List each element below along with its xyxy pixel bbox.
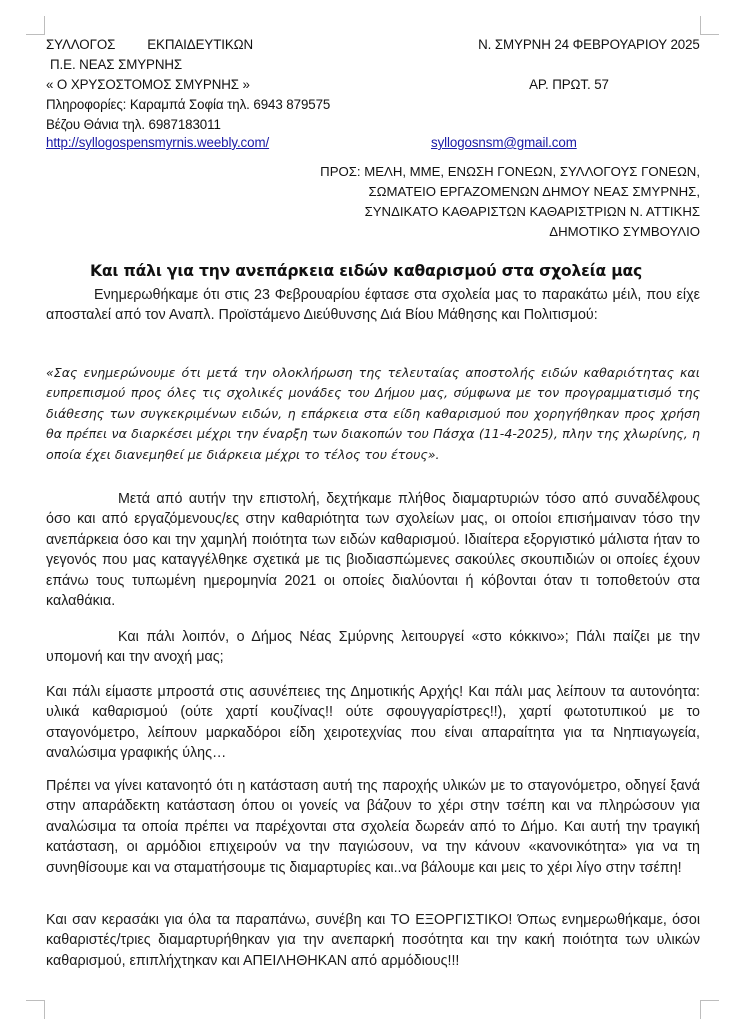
paragraph-text: Ενημερωθήκαμε ότι στις 23 Φεβρουαρίου έφτασε στα σχολεία μας το παρακάτω μέιλ, που είχε αποσταλεί από τον Αναπλ. Προϊστάμενο Διεύθυνσης Διά Βίου Μάθησης και Πολιτισμού: xyxy=(46,287,700,324)
paragraph-text: Και σαν κερασάκι για όλα τα παραπάνω, συνέβη και ΤΟ ΕΞΟΡΓΙΣΤΙΚΟ! Όπως ενημερωθήκαμε, όσοι καθαριστές/τριες διαμαρτυρήθηκαν για την ανεπαρκή ποσότητα και την κακή ποιότητα των υλικών καθαρισμού, επιπλήχτηκαν και ΑΠΕΙΛΗΘΗΚΑΝ από αρμόδιους!!! xyxy=(46,912,700,969)
paragraph-shortages xyxy=(46,682,700,764)
page-corner-mark-bottom-right xyxy=(700,1000,719,1019)
paragraph-parents xyxy=(46,776,700,878)
page-corner-mark-top-right xyxy=(700,16,719,35)
recipients-line: ΔΗΜΟΤΙΚΟ ΣΥΜΒΟΥΛΙΟ xyxy=(549,224,700,239)
email-link[interactable]: syllogosnsm@gmail.com xyxy=(431,135,577,151)
paragraph-text: Και πάλι είμαστε μπροστά στις ασυνέπειες της Δημοτικής Αρχής! Και πάλι μας λείπουν τα αυτονόητα: υλικά καθαρισμού (ούτε χαρτί κουζίνας!! ούτε σφουγγαρίστρες!!), χαρτί φωτοτυπικού με το σταγονόμετρο, λείπουν μαρκαδόροι είδη χειροτεχνίας που είναι απαραίτητα για τα Νηπιαγωγεία, αναλώσιμα γραφικής ύλης… xyxy=(46,684,700,762)
recipients-line: ΠΡΟΣ: ΜΕΛΗ, ΜΜΕ, ΕΝΩΣΗ ΓΟΝΕΩΝ, ΣΥΛΛΟΓΟΥΣ ΓΟΝΕΩΝ, xyxy=(320,164,700,179)
paragraph-text: Και πάλι λοιπόν, ο Δήμος Νέας Σμύρνης λειτουργεί «στο κόκκινο»; Πάλι παίζει με την υπομονή και την ανοχή μας; xyxy=(46,629,700,666)
org-name-part-b: ΕΚΠΑΙΔΕΥΤΙΚΩΝ xyxy=(147,37,254,53)
paragraph-text: Μετά από αυτήν την επιστολή, δεχτήκαμε πλήθος διαμαρτυριών τόσο από συναδέλφους όσο και από εργαζόμενους/ες στην καθαριότητα των σχολείων μας, οι οποίοι επισήμαιναν τόσο την ανεπάρκεια όσο και την χαμηλή ποιότητα των ειδών καθαρισμού. Ιδιαίτερα εξοργιστικό μάλιστα ήταν το γεγονός που μας καταγγέλθηκε σχετικά με τις βιοδιασπώμενες σακούλες σκουπιδιών οι οποίες έχουν επάνω τους τυπωμένη ημερομηνία 2021 οι οποίες διαλύονται ή κόβονται όταν τι τοποθετούν στα καλαθάκια. xyxy=(46,491,700,610)
recipients-block xyxy=(320,162,700,242)
document-title: Και πάλι για την ανεπάρκεια ειδών καθαρισμού στα σχολεία μας xyxy=(90,262,643,280)
contact-info-line-1: Πληροφορίες: Καραμπά Σοφία τηλ. 6943 879575 xyxy=(46,97,331,113)
org-name-line-1 xyxy=(46,36,253,55)
paragraph-complaints xyxy=(46,489,700,611)
page-corner-mark-bottom-left xyxy=(26,1000,45,1019)
quoted-email xyxy=(46,363,700,465)
org-name-part-a: ΣΥΛΛΟΓΟΣ xyxy=(46,37,116,53)
paragraph-intro xyxy=(46,285,700,326)
protocol-number: ΑΡ. ΠΡΩΤ. 57 xyxy=(529,77,609,93)
paragraph-threats xyxy=(46,910,700,971)
org-name-line-3: « Ο ΧΡΥΣΟΣΤΟΜΟΣ ΣΜΥΡΝΗΣ » xyxy=(46,77,250,93)
website-link[interactable]: http://syllogospensmyrnis.weebly.com/ xyxy=(46,135,270,151)
recipients-line: ΣΥΝΔΙΚΑΤΟ ΚΑΘΑΡΙΣΤΩΝ ΚΑΘΑΡΙΣΤΡΙΩΝ Ν. ΑΤΤΙΚΗΣ xyxy=(364,204,700,219)
recipients-line: ΣΩΜΑΤΕΙΟ ΕΡΓΑΖΟΜΕΝΩΝ ΔΗΜΟΥ ΝΕΑΣ ΣΜΥΡΝΗΣ, xyxy=(368,184,700,199)
paragraph-red-zone xyxy=(46,627,700,668)
contact-info-line-2: Βέζου Θάνια τηλ. 6987183011 xyxy=(46,117,221,133)
place-date: Ν. ΣΜΥΡΝΗ 24 ΦΕΒΡΟΥΑΡΙΟΥ 2025 xyxy=(478,37,700,53)
page-corner-mark-top-left xyxy=(26,16,45,35)
org-name-line-2: Π.Ε. ΝΕΑΣ ΣΜΥΡΝΗΣ xyxy=(50,57,183,73)
paragraph-text: Πρέπει να γίνει κατανοητό ότι η κατάσταση αυτή της παροχής υλικών με το σταγονόμετρο, οδηγεί ξανά στην απαράδεκτη κατάσταση όπου οι γονείς να βάζουν το χέρι στην τσέπη και να πληρώσουν για αναλώσιμα τα οποία πρέπει να παρέχονται στα σχολεία δωρεάν από το Δήμο. Και αυτή την τραγική κατάσταση, οι αρμόδιοι επιχειρούν να την παγιώσουν, να την κάνουν «κανονικότητα» για να τη συνηθίσουμε και να σταματήσουμε τις διαμαρτυρίες και..να βάλουμε και μεις το χέρι λίγο στην τσέπη! xyxy=(46,778,700,876)
quoted-email-text: «Σας ενημερώνουμε ότι μετά την ολοκλήρωση της τελευταίας αποστολής ειδών καθαριότητας και ευπρεπισμού προς όλες τις σχολικές μονάδες του Δήμου μας, σύμφωνα με τον προγραμματισμό της διάθεσης των συγκεκριμένων ειδών, η επάρκεια στα είδη καθαρισμού που χορηγήθηκαν προς χρήση θα πρέπει να διαρκέσει μέχρι την έναρξη των διακοπών του Πάσχα (11-4-2025), πλην της χλωρίνης, η οποία έχει διανεμηθεί με διάρκεια μέχρι το τέλος του έτους». xyxy=(46,365,700,462)
